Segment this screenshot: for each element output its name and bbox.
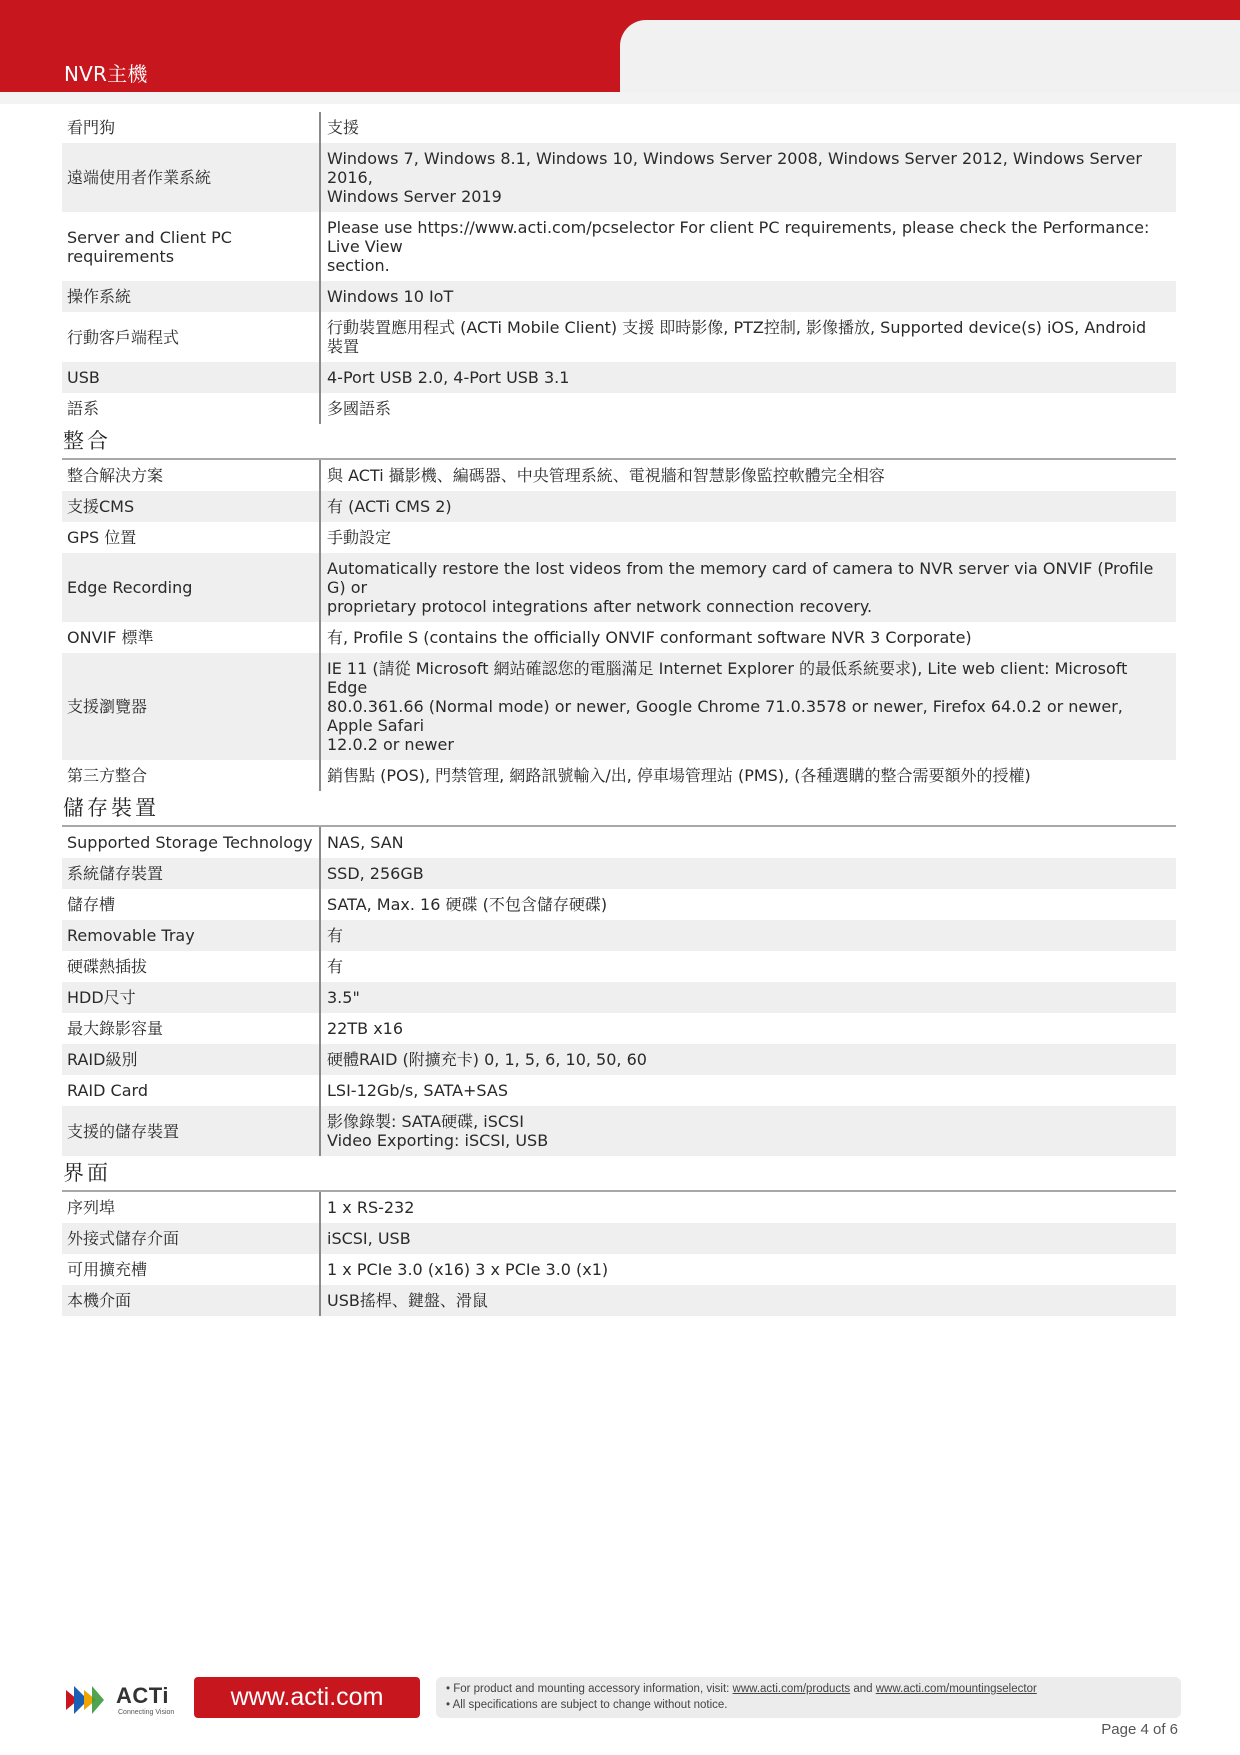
- spec-label-text: HDD尺寸: [67, 988, 136, 1007]
- spec-label: [62, 622, 319, 653]
- spec-value-text: 影像錄製: SATA硬碟, iSCSI Video Exporting: iSCSI, USB: [327, 1112, 549, 1150]
- spec-value-text: 有 (ACTi CMS 2): [327, 497, 452, 516]
- spec-label: [62, 1285, 319, 1316]
- spec-label-text: 支援CMS: [67, 497, 135, 516]
- footer-note-disclaimer: • All specifications are subject to change without notice.: [446, 1699, 728, 1711]
- footer-note-prefix: • For product and mounting accessory information, visit:: [446, 1683, 733, 1695]
- spec-value: [319, 827, 1176, 858]
- spec-table: [62, 458, 1176, 791]
- website-button[interactable]: www.acti.com: [194, 1677, 420, 1718]
- spec-label: [62, 572, 319, 603]
- spec-value-text: Windows 7, Windows 8.1, Windows 10, Windows Server 2008, Windows Server 2012, Windows Server 2016, Windows Server 2019: [327, 149, 1142, 206]
- spec-row: [62, 1223, 1176, 1254]
- spec-value: [319, 1106, 1176, 1156]
- spec-label: [62, 1044, 319, 1075]
- spec-value: [319, 982, 1176, 1013]
- spec-row: [62, 312, 1176, 362]
- spec-row: [62, 1285, 1176, 1316]
- spec-value-text: 1 x RS-232: [327, 1198, 415, 1217]
- spec-label: [62, 393, 319, 424]
- spec-value-text: Please use https://www.acti.com/pcselector For client PC requirements, please check the Performance: Live View section.: [327, 218, 1150, 275]
- spec-row: [62, 760, 1176, 791]
- spec-value-text: IE 11 (請從 Microsoft 網站確認您的電腦滿足 Internet Explorer 的最低系統要求), Lite web client: Microsoft Edge 80.0.361.66 (Normal mode) or newer, Google Chrome 71.0.3578 or newer, Firefox 64.0.2 or newer, Apple Safari 12.0.2 or newer: [327, 659, 1128, 754]
- spec-value: [319, 312, 1176, 362]
- spec-value: [319, 553, 1176, 622]
- spec-value: [319, 112, 1176, 143]
- spec-label-text: 整合解決方案: [67, 466, 164, 485]
- spec-table: [62, 1190, 1176, 1316]
- spec-label: [62, 1075, 319, 1106]
- spec-label-text: 最大錄影容量: [67, 1019, 164, 1038]
- spec-label: [62, 112, 319, 143]
- spec-value-text: 4-Port USB 2.0, 4-Port USB 3.1: [327, 368, 570, 387]
- spec-label: [62, 827, 319, 858]
- spec-row: [62, 460, 1176, 491]
- page-title: NVR主機: [64, 62, 148, 86]
- spec-row: [62, 143, 1176, 212]
- spec-row: [62, 112, 1176, 143]
- spec-row: [62, 858, 1176, 889]
- spec-value-text: Windows 10 IoT: [327, 287, 454, 306]
- spec-label-text: Edge Recording: [67, 578, 193, 597]
- spec-value-text: Automatically restore the lost videos from the memory card of camera to NVR server via ONVIF (Profile G) or proprietary protocol integrations after network connection recovery.: [327, 559, 1154, 616]
- spec-value: [319, 491, 1176, 522]
- spec-label-text: 序列埠: [67, 1198, 116, 1217]
- mountingselector-link[interactable]: www.acti.com/mountingselector: [875, 1683, 1037, 1695]
- logo-tagline: Connecting Vision: [118, 1709, 175, 1716]
- spec-label: [62, 1254, 319, 1285]
- spec-value: [319, 522, 1176, 553]
- spec-value-text: 與 ACTi 攝影機、編碼器、中央管理系統、電視牆和智慧影像監控軟體完全相容: [327, 466, 885, 485]
- spec-label-text: 看門狗: [67, 118, 116, 137]
- spec-value: [319, 1044, 1176, 1075]
- spec-value-text: USB搖桿、鍵盤、滑鼠: [327, 1291, 488, 1310]
- spec-row: [62, 1044, 1176, 1075]
- spec-value: [319, 858, 1176, 889]
- spec-label-text: 系統儲存裝置: [67, 864, 164, 883]
- spec-value: [319, 920, 1176, 951]
- spec-value-text: 支援: [327, 118, 360, 137]
- spec-value: [319, 1192, 1176, 1223]
- spec-value: [319, 951, 1176, 982]
- spec-label-text: Removable Tray: [67, 926, 195, 945]
- spec-row: [62, 827, 1176, 858]
- spec-label: [62, 1223, 319, 1254]
- spec-label: [62, 222, 319, 272]
- spec-label: [62, 322, 319, 353]
- spec-content: [62, 112, 1176, 1316]
- products-link[interactable]: www.acti.com/products: [732, 1683, 851, 1695]
- spec-label: [62, 920, 319, 951]
- spec-label-text: 遠端使用者作業系統: [67, 168, 212, 187]
- spec-row: [62, 522, 1176, 553]
- spec-value-text: SATA, Max. 16 硬碟 (不包含儲存硬碟): [327, 895, 608, 914]
- spec-value-text: 多國語系: [327, 399, 392, 418]
- spec-label-text: RAID Card: [67, 1081, 148, 1100]
- spec-row: [62, 920, 1176, 951]
- spec-value-text: 有, Profile S (contains the officially ONVIF conformant software NVR 3 Corporate): [327, 628, 972, 647]
- spec-label-text: GPS 位置: [67, 528, 137, 547]
- spec-value-text: 22TB x16: [327, 1019, 404, 1038]
- spec-label-text: 支援的儲存裝置: [67, 1121, 180, 1141]
- spec-row: [62, 553, 1176, 622]
- spec-value-text: 1 x PCIe 3.0 (x16) 3 x PCIe 3.0 (x1): [327, 1260, 609, 1279]
- spec-label-text: 本機介面: [67, 1291, 132, 1310]
- spec-value: [319, 460, 1176, 491]
- spec-label-text: USB: [67, 368, 100, 387]
- spec-row: [62, 653, 1176, 760]
- footer-note-and: and: [850, 1683, 876, 1695]
- logo-wordmark: ACTi: [116, 1683, 169, 1708]
- spec-label-text: 操作系統: [67, 287, 132, 306]
- spec-label-text: Server and Client PC requirements: [67, 227, 232, 266]
- spec-row: [62, 362, 1176, 393]
- spec-label-text: Supported Storage Technology: [67, 833, 313, 852]
- spec-label: [62, 1192, 319, 1223]
- spec-label: [62, 982, 319, 1013]
- spec-value-text: 硬體RAID (附擴充卡) 0, 1, 5, 6, 10, 50, 60: [327, 1050, 647, 1069]
- spec-value: [319, 281, 1176, 312]
- spec-row: [62, 982, 1176, 1013]
- acti-logo-icon: [66, 1686, 104, 1714]
- spec-row: [62, 1075, 1176, 1106]
- spec-value: [319, 1223, 1176, 1254]
- spec-label: [62, 858, 319, 889]
- spec-row: [62, 491, 1176, 522]
- spec-value-text: NAS, SAN: [327, 833, 404, 852]
- spec-row: [62, 1106, 1176, 1156]
- section-title: 儲存裝置: [63, 796, 159, 820]
- section-title: 整合: [63, 429, 111, 453]
- spec-row: [62, 212, 1176, 281]
- spec-label-text: 儲存槽: [67, 895, 116, 914]
- spec-value: [319, 1254, 1176, 1285]
- spec-row: [62, 281, 1176, 312]
- spec-value-text: 3.5": [327, 988, 360, 1007]
- spec-label-text: ONVIF 標準: [67, 628, 154, 647]
- spec-label-text: 外接式儲存介面: [67, 1229, 180, 1248]
- spec-value-text: iSCSI, USB: [327, 1229, 411, 1248]
- spec-label-text: 第三方整合: [67, 766, 148, 785]
- spec-label: [62, 162, 319, 193]
- spec-row: [62, 622, 1176, 653]
- spec-row: [62, 1254, 1176, 1285]
- spec-label: [62, 691, 319, 722]
- spec-label: [62, 951, 319, 982]
- spec-label: [62, 522, 319, 553]
- spec-label-text: RAID級別: [67, 1050, 138, 1069]
- spec-label-text: 硬碟熱插拔: [67, 957, 148, 976]
- spec-label: [62, 889, 319, 920]
- spec-row: [62, 889, 1176, 920]
- spec-label: [62, 362, 319, 393]
- spec-value: [319, 622, 1176, 653]
- footer-note-products: [446, 1681, 1171, 1697]
- spec-label-text: 可用擴充槽: [67, 1260, 148, 1279]
- spec-value: [319, 362, 1176, 393]
- spec-label: [62, 1013, 319, 1044]
- spec-value: [319, 1013, 1176, 1044]
- spec-label: [62, 460, 319, 491]
- section-title: 界面: [63, 1161, 111, 1185]
- spec-label: [62, 281, 319, 312]
- spec-value: [319, 1285, 1176, 1316]
- spec-value: [319, 760, 1176, 791]
- spec-label: [62, 491, 319, 522]
- spec-value: [319, 393, 1176, 424]
- spec-value-text: 有: [327, 926, 344, 945]
- spec-label-text: 支援瀏覽器: [67, 697, 148, 716]
- spec-value-text: 手動設定: [327, 528, 392, 547]
- spec-row: [62, 1192, 1176, 1223]
- spec-label: [62, 1116, 319, 1147]
- spec-label-text: 行動客戶端程式: [67, 327, 180, 347]
- spec-label-text: 語系: [67, 399, 100, 418]
- spec-table: [62, 112, 1176, 424]
- acti-logo: [66, 1683, 186, 1717]
- spec-row: [62, 1013, 1176, 1044]
- header-tab: [620, 20, 1240, 92]
- header-underline: [0, 92, 1240, 104]
- spec-label: [62, 760, 319, 791]
- spec-value: [319, 653, 1176, 760]
- spec-value: [319, 143, 1176, 212]
- spec-row: [62, 393, 1176, 424]
- spec-value: [319, 212, 1176, 281]
- spec-value-text: 銷售點 (POS), 門禁管理, 網路訊號輸入/出, 停車場管理站 (PMS), (各種選購的整合需要額外的授權): [327, 766, 1031, 785]
- spec-value-text: LSI-12Gb/s, SATA+SAS: [327, 1081, 508, 1100]
- spec-value: [319, 889, 1176, 920]
- spec-table: [62, 825, 1176, 1156]
- spec-value-text: 有: [327, 957, 344, 976]
- spec-value-text: SSD, 256GB: [327, 864, 424, 883]
- footer-notes: [436, 1677, 1181, 1718]
- spec-value-text: 行動裝置應用程式 (ACTi Mobile Client) 支援 即時影像, PTZ控制, 影像播放, Supported device(s) iOS, Android 裝置: [327, 318, 1147, 356]
- spec-value: [319, 1075, 1176, 1106]
- page-number: Page 4 of 6: [1101, 1721, 1178, 1738]
- spec-row: [62, 951, 1176, 982]
